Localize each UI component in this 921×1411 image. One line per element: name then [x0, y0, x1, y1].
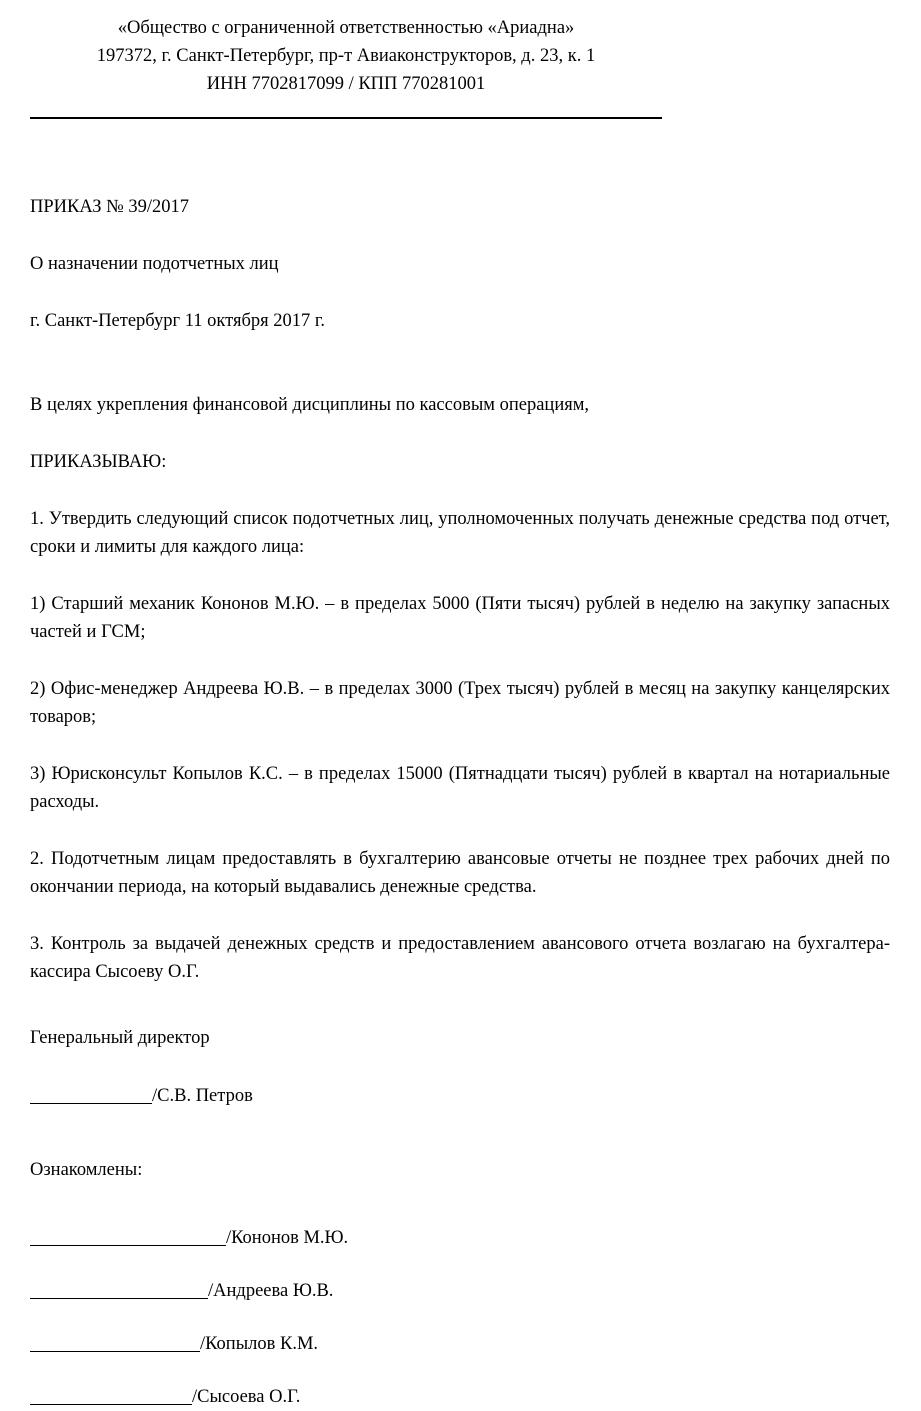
command-word: ПРИКАЗЫВАЮ: — [30, 452, 167, 472]
letterhead-company: «Общество с ограниченной ответственностью «Ариадна» — [117, 18, 575, 38]
clause-2: 2. Подотчетным лицам предоставлять в бухгалтерию авансовые отчеты не позднее трех рабочих дней по окончании периода, на который выдавались денежные средства. — [30, 849, 890, 897]
place-and-date: г. Санкт-Петербург 11 октября 2017 г. — [30, 311, 326, 331]
preamble-text: В целях укрепления финансовой дисциплины по кассовым операциям, — [30, 395, 590, 415]
order-subject: О назначении подотчетных лиц — [30, 254, 279, 274]
clause-3: 3. Контроль за выдачей денежных средств и предоставлением авансового отчета возлагаю на бухгалтера-кассира Сысоеву О.Г. — [30, 934, 890, 982]
acknowledgement-heading: Ознакомлены: — [30, 1160, 143, 1180]
signature-name-director: /С.В. Петров — [152, 1086, 253, 1106]
signature-rule — [30, 1351, 200, 1352]
acknowledgement-row — [30, 1224, 890, 1252]
subclause-3: 3) Юрисконсульт Копылов К.С. – в пределах 15000 (Пятнадцати тысяч) рублей в квартал на нотариальные расходы. — [30, 764, 890, 812]
acknowledgement-name: /Копылов К.М. — [200, 1334, 319, 1354]
document-body — [30, 0, 890, 1411]
signer-title: Генеральный директор — [30, 1028, 210, 1048]
acknowledgement-row — [30, 1277, 890, 1305]
signature-rule-director — [30, 1103, 152, 1104]
signature-rule — [30, 1245, 226, 1246]
acknowledgement-name: /Кононов М.Ю. — [226, 1228, 349, 1248]
letterhead-tax-ids: ИНН 7702817099 / КПП 770281001 — [206, 74, 486, 94]
acknowledgement-name: /Андреева Ю.В. — [208, 1281, 334, 1301]
letterhead-address: 197372, г. Санкт-Петербург, пр-т Авиаконструкторов, д. 23, к. 1 — [96, 46, 596, 66]
subclause-1: 1) Старший механик Кононов М.Ю. – в пределах 5000 (Пяти тысяч) рублей в неделю на закупку запасных частей и ГСМ; — [30, 594, 890, 642]
signature-rule — [30, 1404, 192, 1405]
subclause-2: 2) Офис-менеджер Андреева Ю.В. – в пределах 3000 (Трех тысяч) рублей в месяц на закупку канцелярских товаров; — [30, 679, 890, 727]
signature-rule — [30, 1298, 208, 1299]
clause-1: 1. Утвердить следующий список подотчетных лиц, уполномоченных получать денежные средства под отчет, сроки и лимиты для каждого лица: — [30, 509, 890, 557]
signature-line-director — [30, 1082, 890, 1110]
order-number: ПРИКАЗ № 39/2017 — [30, 197, 190, 217]
letterhead-divider — [30, 117, 662, 119]
letterhead — [30, 0, 662, 98]
acknowledgement-name: /Сысоева О.Г. — [192, 1387, 301, 1407]
acknowledgement-row — [30, 1383, 890, 1411]
acknowledgement-row — [30, 1330, 890, 1358]
